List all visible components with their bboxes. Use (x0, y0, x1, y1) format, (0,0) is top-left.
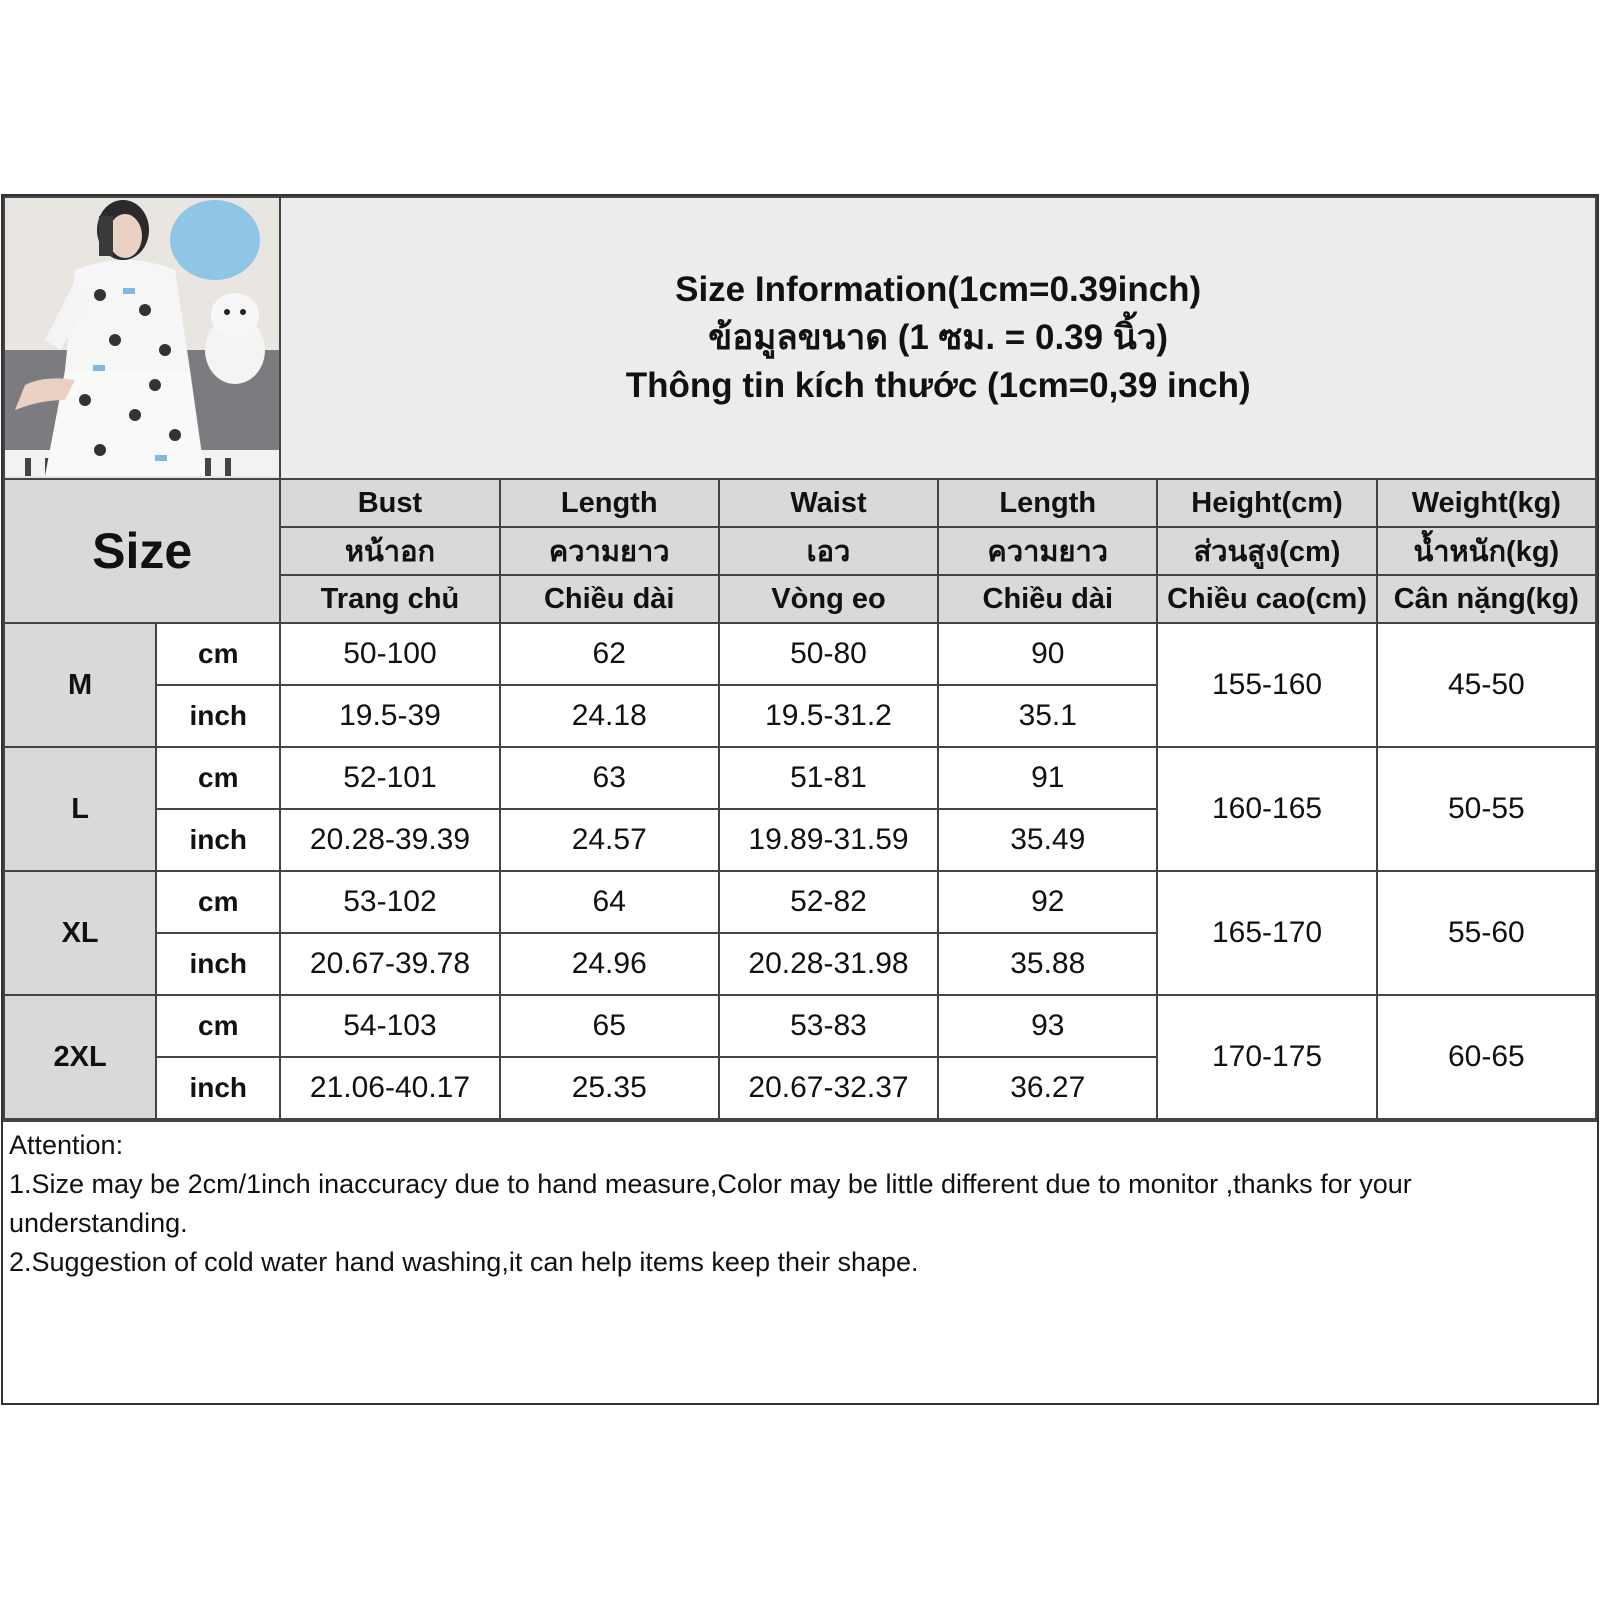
size-column-header: Size (4, 479, 280, 623)
size-chart-sheet (1, 194, 1599, 1405)
table-cell: 93 (938, 995, 1157, 1057)
size-label: XL (4, 871, 156, 995)
size-label: M (4, 623, 156, 747)
header-length-en: Length (500, 479, 719, 527)
table-cell: 50-100 (280, 623, 499, 685)
unit-label: inch (156, 1057, 280, 1119)
header-bust-en: Bust (280, 479, 499, 527)
header-pants-length-vi: Chiều dài (938, 575, 1157, 623)
height-cell: 170-175 (1157, 995, 1376, 1119)
header-waist-th: เอว (719, 527, 938, 575)
table-cell: 19.89-31.59 (719, 809, 938, 871)
table-cell: 35.49 (938, 809, 1157, 871)
product-photo-cell (4, 197, 280, 479)
table-cell: 20.67-39.78 (280, 933, 499, 995)
table-cell: 52-82 (719, 871, 938, 933)
table-cell: 20.28-39.39 (280, 809, 499, 871)
table-cell: 50-80 (719, 623, 938, 685)
header-waist-vi: Vòng eo (719, 575, 938, 623)
unit-label: cm (156, 623, 280, 685)
table-cell: 20.28-31.98 (719, 933, 938, 995)
table-cell: 25.35 (500, 1057, 719, 1119)
table-cell: 63 (500, 747, 719, 809)
table-cell: 90 (938, 623, 1157, 685)
header-height-vi: Chiều cao(cm) (1157, 575, 1376, 623)
table-cell: 35.1 (938, 685, 1157, 747)
note-item: 1.Size may be 2cm/1inch inaccuracy due to hand measure,Color may be little different due to monitor ,thanks for your understanding. (9, 1169, 1412, 1238)
note-item: 2.Suggestion of cold water hand washing,it can help items keep their shape. (9, 1247, 919, 1277)
height-cell: 160-165 (1157, 747, 1376, 871)
title-thai: ข้อมูลขนาด (1 ซม. = 0.39 นิ้ว) (708, 318, 1169, 357)
table-row (4, 747, 1596, 809)
table-cell: 64 (500, 871, 719, 933)
table-cell: 51-81 (719, 747, 938, 809)
unit-label: cm (156, 995, 280, 1057)
table-cell: 24.57 (500, 809, 719, 871)
header-height-en: Height(cm) (1157, 479, 1376, 527)
table-cell: 65 (500, 995, 719, 1057)
table-cell: 91 (938, 747, 1157, 809)
table-cell: 24.18 (500, 685, 719, 747)
header-pants-length-en: Length (938, 479, 1157, 527)
table-cell: 52-101 (280, 747, 499, 809)
header-weight-th: น้ำหนัก(kg) (1377, 527, 1596, 575)
unit-label: inch (156, 933, 280, 995)
header-length-th: ความยาว (500, 527, 719, 575)
header-bust-th: หน้าอก (280, 527, 499, 575)
title-english: Size Information(1cm=0.39inch) (675, 270, 1202, 309)
unit-label: inch (156, 809, 280, 871)
header-pants-length-th: ความยาว (938, 527, 1157, 575)
header-weight-vi: Cân nặng(kg) (1377, 575, 1596, 623)
notes-heading: Attention: (9, 1130, 124, 1160)
weight-cell: 60-65 (1377, 995, 1596, 1119)
weight-cell: 45-50 (1377, 623, 1596, 747)
title-cell (280, 197, 1596, 479)
weight-cell: 55-60 (1377, 871, 1596, 995)
header-waist-en: Waist (719, 479, 938, 527)
table-cell: 54-103 (280, 995, 499, 1057)
table-cell: 21.06-40.17 (280, 1057, 499, 1119)
table-cell: 62 (500, 623, 719, 685)
weight-cell: 50-55 (1377, 747, 1596, 871)
size-label: 2XL (4, 995, 156, 1119)
table-cell: 24.96 (500, 933, 719, 995)
size-label: L (4, 747, 156, 871)
table-row (4, 623, 1596, 685)
header-weight-en: Weight(kg) (1377, 479, 1596, 527)
table-row (4, 995, 1596, 1057)
unit-label: cm (156, 871, 280, 933)
height-cell: 165-170 (1157, 871, 1376, 995)
header-height-th: ส่วนสูง(cm) (1157, 527, 1376, 575)
product-photo (5, 200, 279, 476)
size-chart-table (3, 196, 1597, 1120)
table-cell: 19.5-31.2 (719, 685, 938, 747)
table-cell: 36.27 (938, 1057, 1157, 1119)
table-cell: 19.5-39 (280, 685, 499, 747)
title-vietnamese: Thông tin kích thước (1cm=0,39 inch) (625, 366, 1251, 405)
header-length-vi: Chiều dài (500, 575, 719, 623)
table-cell: 53-102 (280, 871, 499, 933)
unit-label: cm (156, 747, 280, 809)
table-cell: 53-83 (719, 995, 938, 1057)
table-cell: 35.88 (938, 933, 1157, 995)
attention-notes (3, 1120, 1597, 1376)
height-cell: 155-160 (1157, 623, 1376, 747)
table-row (4, 871, 1596, 933)
header-bust-vi: Trang chủ (280, 575, 499, 623)
table-cell: 20.67-32.37 (719, 1057, 938, 1119)
unit-label: inch (156, 685, 280, 747)
table-cell: 92 (938, 871, 1157, 933)
